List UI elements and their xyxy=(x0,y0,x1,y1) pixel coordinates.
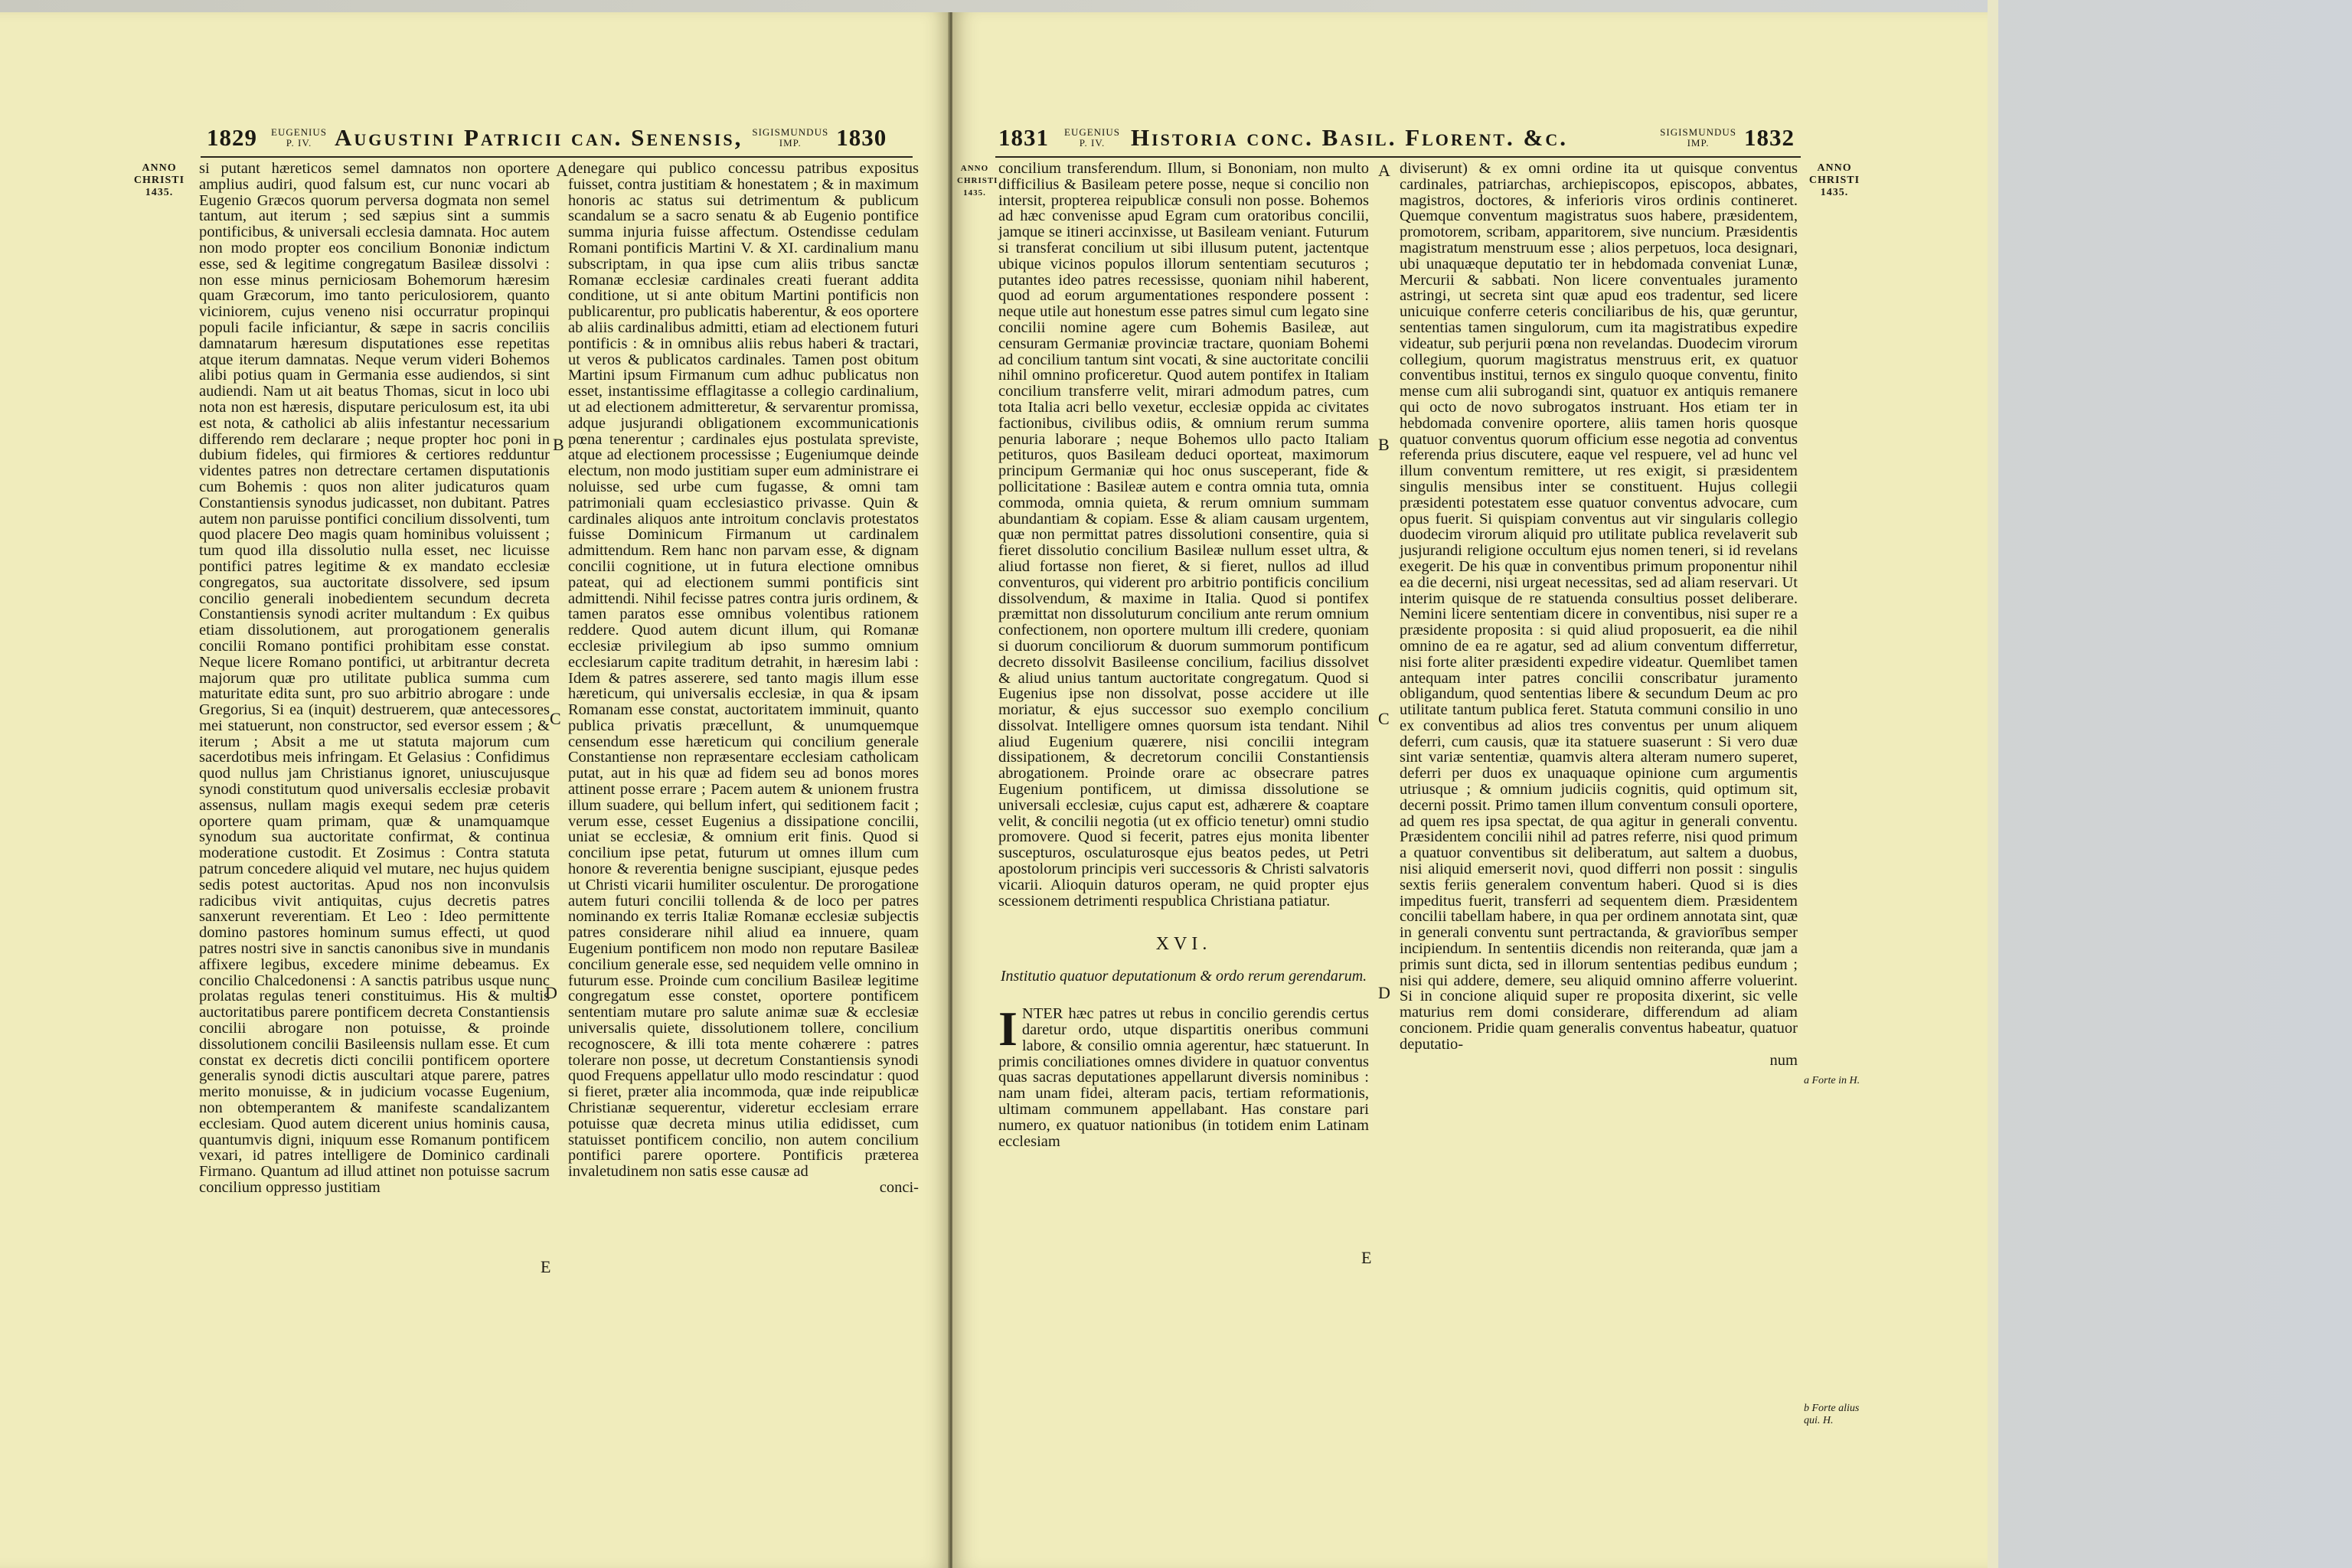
left-mark-b: B xyxy=(553,435,564,454)
right-mark-a: A xyxy=(1378,161,1390,180)
right-col1-text: concilium transferendum. Illum, si Bononiam, non multo difficilius & Basileam petere posse, neque si concilio non intersit, propterea reipublicæ consuli non posse. Bohemos ad hæc convenisse apud Egram cum oratoribus concilii, jamque se itineri accinxisse, ut Basileam veniant. Futurum si transferat concilium ut sibi illusum putent, jactentque ubique vicinos populos illorum sententiam secuturos ; putantes ideo patres recessisse, quoniam nihil haberent, quod ad eorum argumentationes respondere possent : neque utile aut honestum esse patres simul cum legato sine concilii nomine agere cum Bohemis Basileæ, aut censuram Germaniæ provinciæ tractare, quoniam Bohemi ad concilium tantum sint vocati, & sine auctoritate concilii nihil omnino proficeretur. Quod autem pontifex in Italiam concilium transferre velit, mirari admodum patres, cum tota Italia acri bello vexetur, ecclesiæ oppida ac civitates factionibus, civilibus odiis, & omnium rerum summa penuria laborare ; neque Bohemos ullo pacto Italiam petituros, quos Basileam deduci oporteat, maximorum principum Germaniæ qui hoc onus susceperant, fide & pollicitatione : Basileæ autem e contra omnia tuta, omnia commoda, omnia quieta, & rerum omnium summam abundantiam & copiam. Esse & aliam causam urgentem, quæ non permittat patres dissolutioni consentire, quia si fieret dissolutio concilium Basileæ nullum esset ultra, & aliud fortasse non fieret, & si fieret, nullos ad illud conventuros, qui viderent pro arbitrio pontificis concilium dissolvendum, & maxime in Italia. Quod si pontifex præmittat non dissoluturum concilium ante rerum omnium confectionem, non oportere multum illi credere, quoniam si duorum conciliorum & duorum summorum pontificum decreto dissolvit Basileense concilium, facilius dissolvet & aliud unius tantum auctoritate congregatum. Quod si Eugenius ipse non dissolvat, posse accidere ut ille moriatur, & ejus successor suo exemplo concilium dissolvat. Intelligere omnes quorsum ista tendant. Nihil aliud Eugenium quærere, nisi concilii integram dissipationem, & decretorum concilii Constantiensis abrogationem. Proinde orare ac obsecrare patres Eugenium pontificem, ut dimissa dissolutione se universali ecclesiæ, cujus caput est, adhærere & coaptare velit, & concilii negotia (ut ex officio tenetur) omni studio promovere. Quod si fecerit, patres ejus monita libenter suscepturos, osculaturosque ejus beatos pedes, ut Petri apostolorum principis veri successoris & Christi salvatoris vicarii. Alioquin daturos operam, ne quid propter ejus scessionem detrimenti respublica Christiana patiatur. xyxy=(998,160,1369,910)
right-column-2 xyxy=(1400,161,1798,1513)
left-header-pope: EUGENIUS P. IV. xyxy=(271,126,327,149)
left-mark-a: A xyxy=(556,161,568,180)
right-column-1 xyxy=(998,160,1372,1513)
left-mark-e: E xyxy=(541,1257,551,1276)
left-column-1 xyxy=(199,161,550,1505)
right-margin-anno-right: ANNO CHRISTI 1435. xyxy=(1808,162,1860,198)
side-note-b: b Forte alius qui. H. xyxy=(1804,1403,1860,1426)
right-header-pope: EUGENIUS P. IV. xyxy=(1064,126,1120,149)
right-mark-e: E xyxy=(1361,1248,1372,1267)
dropcap-letter: I xyxy=(998,1001,1018,1057)
left-header-rule xyxy=(201,156,913,158)
left-catchword: conci- xyxy=(879,1179,919,1196)
right-page xyxy=(952,12,1988,1568)
right-page-header xyxy=(998,119,1795,156)
left-header-emperor: SIGISMUNDUS IMP. xyxy=(752,126,829,149)
right-mark-b: B xyxy=(1378,435,1390,454)
left-col2-text: denegare qui publico concessu patribus expositus fuisset, contra justitiam & honestatem ; & in maximum honoris ac status sui detrimentum & publicum scandalum se a sacro senatu & ab Eugenio pontifice summa injuria fuisse affectum. Ostendisse cedulam Romani pontificis Martini V. & XI. cardinalium manu subscriptam, in qua ipse cum aliis tribus sanctæ Romanæ ecclesiæ cardinales creati fuerant addita conditione, ut si ante obitum Martini pontificis non publicarentur, pro publicatis haberentur, & eos oportere ab aliis cardinalibus admitti, etiam ad electionem futuri pontificis : & in omnibus aliis rebus haberi & tractari, ut veros & publicatos cardinales. Tamen post obitum Martini ipsum Firmanum cum adhuc publicatus non esset, instantissime efflagitasse a collegio cardinalium, ut ad electionem admitteretur, & servarentur promissa, adque jusjurandi obligationem excommunicationis pœna tenerentur ; cardinales ejus postulata spreviste, atque ad electionem processisse ; Eugeniumque deinde electum, non modo justitiam super eum administrare ei noluisse, sed urbe cum fugasse, & omni tam patrimoniali quam ecclesiastico privasse. Quin & cardinales aliquos ante introitum conclavis protestatos fuisse Dominicum Firmanum ut cardinalem admittendum. Rem hanc non parvam esse, & dignam concilii cognitione, ut in futura electione omnibus pateat, qui ad electionem summi pontificis sint admittendi. Nihil fecisse patres contra juris ordinem, & tamen paratos esse omnibus volentibus rationem reddere. Quod autem dicunt illum, qui Romanæ ecclesiæ privilegium ab ipso summo omnium ecclesiarum capite traditum detrahit, in hæresim labi : Idem & patres asserere, sed tanto magis illum esse hæreticum, qui universalis ecclesiæ, in qua & ipsam Romanam esse constat, auctoritatem imminuit, quanto publica privatis præcellunt, & unumquemque censendum esse hæreticum qui concilium generale Constantiense non repræsentare ecclesiam catholicam putat, aut in his quæ ad fidem seu ad bonos mores attinent posse errare ; Pacem autem & unionem frustra illum suadere, qui bellum infert, qui seditionem facit ; verum esse, cesset Eugenius a dissipatione concilii, uniat se ecclesiæ, & omnium erit finis. Quod si concilium ipse petat, futurum ut omnes illum cum honore & reverentia benigne suscipiant, ejusque pedes ut Christi vicarii humiliter osculentur. De prorogatione autem futuri concilii tollenda & de loco per patres nominando ex terris Italiæ Romanæ ecclesiæ subjectis patres considerare nihil aliud ea innuere, quam Eugenium pontificem non modo non reputare Basileæ concilium generale esse, sed nequidem velle omnino in futurum esse. Proinde cum concilium Basileæ legitime congregatum esse constet, oportere pontificem sententiam mutare pro salute animæ suæ & ecclesiæ universalis quiete, dissolutionem tollere, concilium recognoscere, & illi tota mente cohærere : patres tolerare non posse, ut decretum Constantiensis synodi quod Frequens appellatur ullo modo rescindatur : quod si fieret, præter alia incommoda, quæ inde reipublicæ Christianæ sequerentur, videretur ecclesiam errare potuisse quæ decreta minus utilia edidisset, cum statuisset pontificem concilio, non autem concilium pontifici parere oportere. Pontificis præterea invaletudinem non satis esse causæ ad xyxy=(568,160,919,1181)
right-header-rule xyxy=(995,156,1801,158)
left-mark-d: D xyxy=(545,983,557,1002)
right-col1-section-text: NTER hæc patres ut rebus in concilio gerendis certus daretur ordo, utque dispartitis oneribus communi labore, & consilio omnia agerentur, hæc statuerunt. In primis conciliationes omnes dividere in quatuor conventus quas sacras deputationes appellarunt diversis nominibus : nam unam fidei, alteram pacis, tertiam reformationis, ultimam communem appellabant. Has constare pari numero, ex quatuor nationibus (in totidem enim Latinam ecclesiam xyxy=(998,1005,1369,1150)
left-mark-c: C xyxy=(550,709,561,728)
left-page-header xyxy=(207,119,911,156)
right-page-number-1: 1831 xyxy=(998,124,1049,151)
right-mark-c: C xyxy=(1378,709,1390,728)
left-page xyxy=(0,12,949,1568)
section-title: Institutio quatuor deputationum & ordo rerum gerendarum. xyxy=(1000,968,1367,985)
section-number: XVI. xyxy=(1155,934,1212,955)
right-header-title: Historia conc. Basil. Florent. &c. xyxy=(1131,124,1569,151)
left-page-number-2: 1830 xyxy=(836,124,887,151)
left-col1-text: si putant hæreticos semel damnatos non oportere amplius audiri, quod falsum est, cur nunc vocari ab Eugenio Græcos quorum perversa dogmata non semel tantum, aut iterum ; sed sæpius sint a summis pontificibus, & universali ecclesia damnata. Hoc autem non modo propter eos concilium Bononiæ indictum esse, sed & legitime congregatum Basileæ dissolvi : non esse minus perniciosam Bohemorum hæresim quam Græcorum, imo tanto periculosiorem, quanto viciniorem, cujus veneno nisi occurratur propinqui populi facile inficiantur, & sæpe in sacris conciliis damnatarum hæresum disputationes esse repetitas atque iterum damnatas. Neque verum videri Bohemos alibi potius quam in Germania esse audiendos, si sint audiendi. Nam ut ait beatus Thomas, sicut in loco ubi nota non est hæresis, disputare periculosum est, ita ubi est nota, & catholici ab aliis infestantur necessarium differendo rem declarare ; neque propter hoc poni in dubium fideles, qui firmiores & certiores redduntur videntes patres non detrectare certamen disputationis cum Bohemis : quos non aliter judicaturos quam Constantiensis synodus judicasset, non dubitant. Patres autem non paruisse pontifici concilium dissolventi, tum quod placere Deo magis quam hominibus voluissent ; tum quod illa dissolutio nulla esset, nec licuisse pontifici patres legitime & ex mandato ecclesiæ congregatos, sua auctoritate dissolvere, sed ipsum concilio generali inobedientem secundum decreta Constantiensis synodi acriter multandum : Ex quibus etiam dissolutionem, aut prorogationem generalis concilii Romano pontifici prohibitam esse constat. Neque licere Romano pontifici, ut arbitrantur decreta majorum quæ pro utilitate publica summa cum maturitate edita sunt, pro suo arbitrio abrogare : unde Gregorius, Si ea (inquit) destruerem, quæ antecessores mei statuerunt, non constructor, sed eversor essem ; & iterum ; Absit a me ut statuta majorum cum sacerdotibus meis infringam. Et Gelasius : Confidimus quod nullus jam Christianus ignoret, uniuscujusque synodi constitutum quod universalis ecclesiæ probavit assensus, nullam magis exequi sedem præ ceteris oportere quam primam, quæ & unamquamque synodum sua auctoritate confirmat, & continua moderatione custodit. Et Zosimus : Contra statuta patrum concedere aliquid vel mutare, nec hujus quidem sedis potest auctoritas. Apud nos non inconvulsis radicibus vivit antiquitas, cujus decretis patres sanxerunt reverentiam. Et Leo : Ideo permittente domino pastores hominum sumus effecti, ut quod patres nostri sive in sanctis canonibus sive in mundanis affixere legibus, excedere minime debeamus. Ex concilio Chalcedonensi : A sanctis patribus usque nunc prolatas regulas teneri constituimus. His & multis auctoritatibus parere pontificem decreta Constantiensis concilii abrogare non potuisse, & proinde dissolutionem concilii Basileensis nullam esse. Et cum constat ex decretis dicti concilii pontificem oportere generalis synodi dictis auscultari atque parere, patres merito monuisse, & in judicium vocasse Eugenium, non obtemperantem & manifeste scandalizantem ecclesiam. Quod autem dicerent unius hominis causa, quantumvis digni, iniquum esse Romanum pontificem vexari, id patres intelligere de Dominico cardinali Firmano. Quantum ad illud attinet non potuisse sacrum concilium oppresso justitiam xyxy=(199,160,550,1196)
right-margin-anno-left: ANNO CHRISTI 1435. xyxy=(957,164,998,198)
right-header-emperor: SIGISMUNDUS IMP. xyxy=(1660,126,1736,149)
left-column-2 xyxy=(568,161,919,1493)
side-note-a: a Forte in H. xyxy=(1804,1075,1860,1086)
left-page-number-1: 1829 xyxy=(207,124,257,151)
left-header-title: Augustini Patricii can. Senensis, xyxy=(335,124,743,151)
right-page-number-2: 1832 xyxy=(1744,124,1795,151)
page-edge xyxy=(1988,0,1998,1568)
right-mark-d: D xyxy=(1378,983,1390,1002)
left-margin-anno: ANNO CHRISTI 1435. xyxy=(133,162,185,198)
right-col2-text: diviserunt) & ex omni ordine ita ut quisque conventus cardinales, patriarchas, archiepiscopos, episcopos, abbates, magistros, doctores, & inferioris viros ordinis contineret. Quemque conventum magistratus suos habere, præsidentem, promotorem, scribam, apparitorem, sive nuncium. Præsidentis magistratum menstruum esse ; alios perpetuos, loca designari, ubi unaquæque deputatio ter in hebdomada conveniat Lunæ, Mercurii & sabbati. Non licere conventuales juramento astringi, ut secreta sint quæ apud eos tradentur, sed licere unicuique conferre ceteris conciliaribus de his, quæ geruntur, sententias tamen singulorum, cum ita magistratibus expedire videatur, sub perjurii pœna non revelandas. Duodecim virorum collegium, quorum magistratus menstruus erit, ex quatuor conventibus institui, ternos ex singulo quoque conventu, finito mense cum alii subrogandi sint, quatuor ex antiquis remanere qui octo de novo subrogatos instruant. Hos etiam ter in hebdomada convenire oportere, aliis tamen horis quosque quatuor conventus quorum officium esse negotia ad conventus referenda prius discutere, eaque vel respuere, vel ad hunc vel illum conventum remittere, ut res exigit, si præsidentem singulis mensibus inter se constituent. Hujus collegii præsidenti potestatem esse quatuor conventus advocare, cum opus fuerit. Si quispiam conventus aut vir singularis collegio duodecim virorum aliquid pro utilitate publica revelaverit sub jusjurandi religione occultum ejus nomen teneri, si id revelans exegerit. De his quæ in conventibus primum proponentur nihil ea die decerni, nisi urgeat necessitas, sed ad aliam reservari. Ut interim quisque de re statuenda consultius posset deliberare. Nemini licere sententiam dicere in conventibus, nisi super re a præsidente proposita : si quid aliud proposuerit, ea die nihil omnino de ea re agatur, sed ad alium conventum differretur, nisi forte aliter præsidenti expedire videatur. Quemlibet tamen antequam inter patres concilii conscribatur juramento obligandum, quod sententias libere & secundum Deum ac pro utilitate tantum publica feret. Statuta communi consilio in uno ex conventibus ad alios tres conventus per unum aliquem deferri, cum causis, quæ ita statuere suaserunt : Si vero duæ sint variæ sententiæ, quamvis altera alteram numero superet, deferri per duos ex unaquaque opinione cum argumentis utriusque ; & omnium judiciis cognitis, quid optimum sit, decerni possit. Primo tamen illum conventum consuli oportere, ad quem res ipsa spectat, de qua agitur in generali conventu. Præsidentem concilii nihil ad patres referre, nisi quod primum a quatuor conventibus sit deliberatum, aut saltem a duobus, nisi aliquid emerserit novi, quod differri non possit : singulis sextis feriis generalem conventum haberi. Quod si is dies impeditus fuerit, transferri ad sequentem diem. Præsidentem concilii tabellam habere, in qua per ordinem annotata sint, quæ in generali conventu sunt pertractanda, & graviorībus semper incipiendum. In sententiis dicendis non reiteranda, quæ jam a primis sunt dicta, sed in illorum sententias pedibus eundum ; nisi qui addere, demere, seu aliquid omnino afferre voluerint. Si in concione aliquid super re proposita dixerint, sic velle maturius rem domi considerare, differendum ad aliam concionem. Pridie quam generalis conventus habeatur, quatuor deputatio- xyxy=(1400,160,1798,1053)
right-catchword: num xyxy=(1769,1051,1798,1069)
